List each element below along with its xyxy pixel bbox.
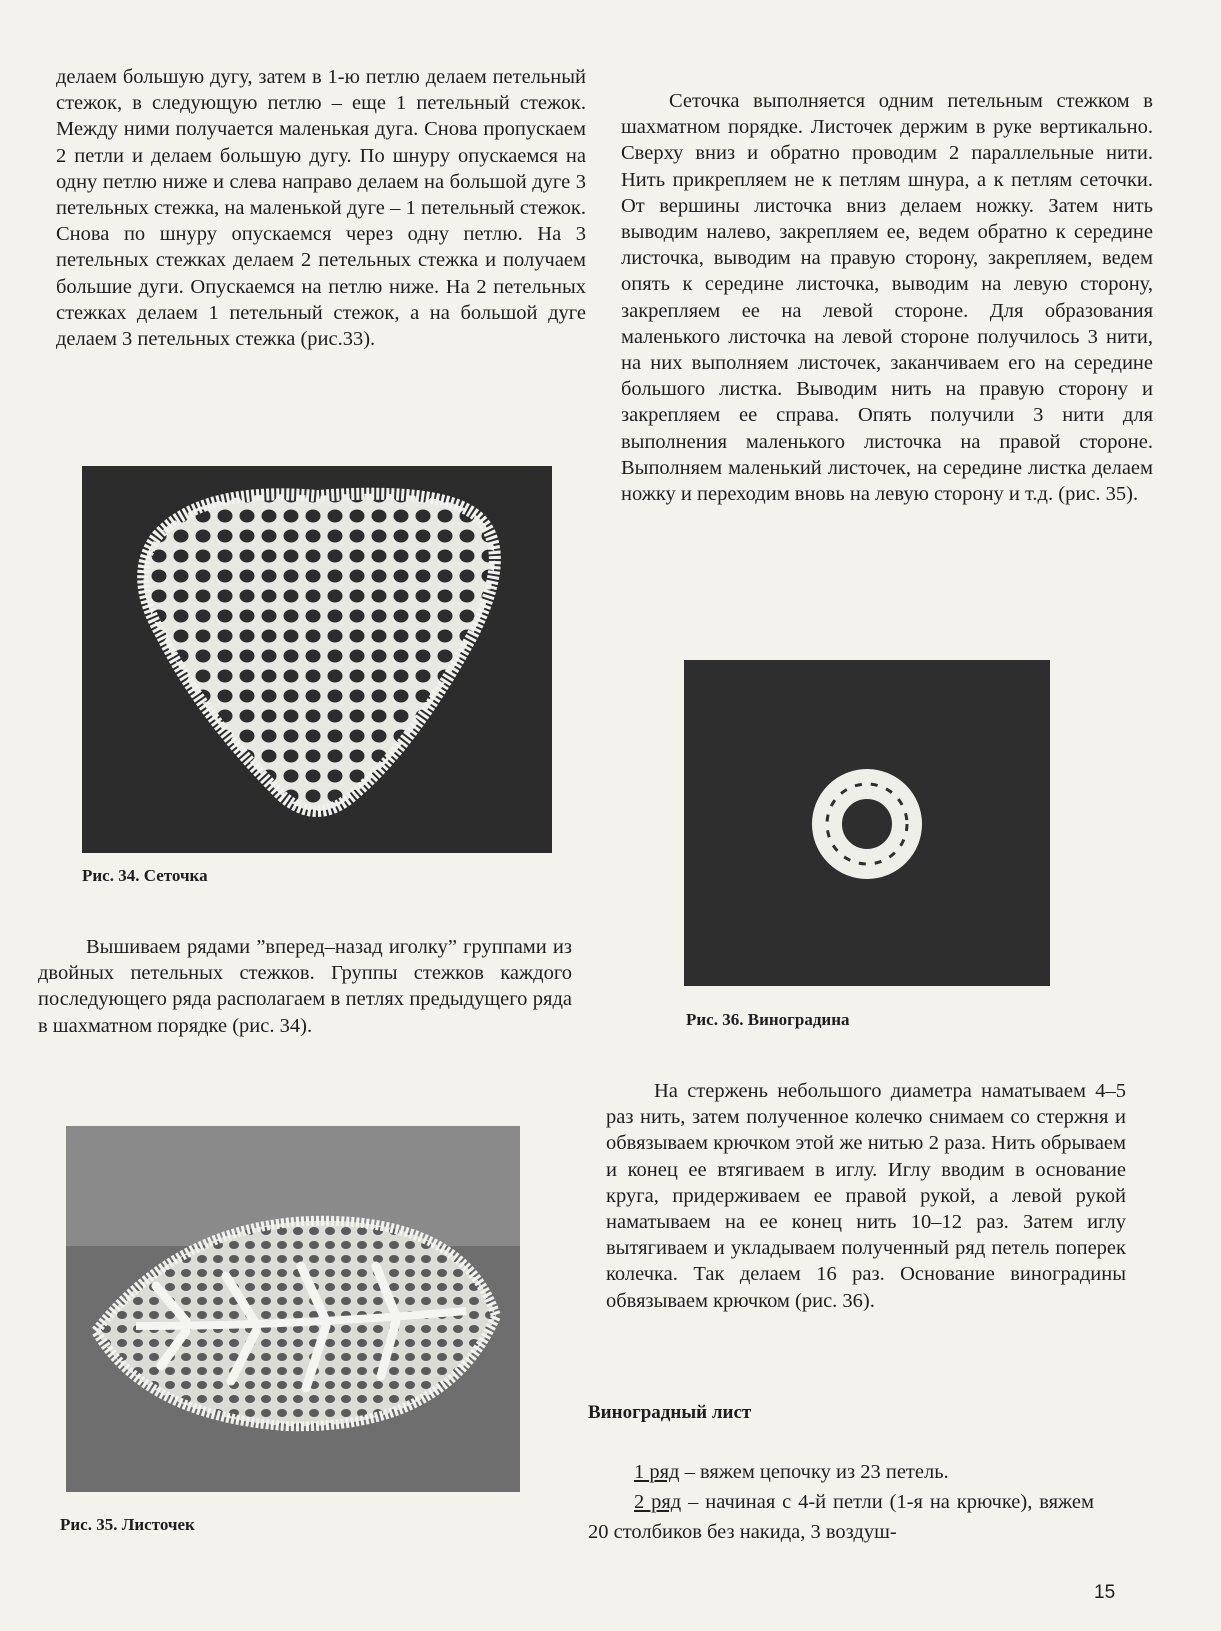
right-paragraph-1: Сеточка выполняется одним петельным стежком в шахматном порядке. Листочек держим в руке вертикально. Сверху вниз и обратно проводим 2 параллельные нити. Нить прикрепляем не к петлям шнура, а к петлям сеточки. От вершины листочка вниз делаем ножку. Затем нить выводим налево, закрепляем ее, ведем обратно к середине листочка, выводим на правую сторону, закрепляем, ведем опять к середине листочка, выводим на левую сторону, закрепляем ее на левой стороне. Для образования маленького листочка на левой стороне получилось 3 нити, на них выполняем листочек, заканчиваем его на середине большого листка. Выводим нить на правую сторону и закрепляем ее справа. Опять получили 3 нити для выполнения маленького листочка на правой стороне. Выполняем маленький листочек, на середине листка делаем ножку и переходим вновь на левую сторону и т.д. (рис. 35). <box>621 90 1153 506</box>
figure-34-photo <box>82 466 552 853</box>
section-heading: Виноградный лист <box>588 1402 752 1423</box>
row-2-label: 2 ряд <box>634 1491 682 1513</box>
net-lace-image <box>82 466 552 853</box>
figure-36-photo <box>684 660 1050 986</box>
row-1-label: 1 ряд <box>634 1461 680 1483</box>
page-number: 15 <box>1094 1582 1116 1603</box>
right-column-lower <box>606 1078 1126 1314</box>
row-2-line <box>588 1487 1094 1547</box>
figure-36-caption: Рис. 36. Виноградина <box>686 1010 850 1029</box>
left-paragraph-1: делаем большую дугу, затем в 1-ю петлю делаем петельный стежок, в следующую петлю – еще 1 петельный стежок. Между ними получается маленькая дуга. Снова пропускаем 2 петли и делаем большую дугу. По шнуру опускаемся на одну петлю ниже и слева направо делаем на большой дуге 3 петельных стежка, на маленькой дуге – 1 петельный стежок. Снова по шнуру опускаемся через одну петлю. На 3 петельных стежках делаем 2 петельных стежка и получаем большие дуги. Опускаемся на петлю ниже. На 2 петельных стежках делаем 1 петельный стежок, а на большой дуге делаем 3 петельных стежка (рис.33). <box>56 66 586 351</box>
figure-35-caption: Рис. 35. Листочек <box>60 1515 195 1534</box>
right-paragraph-2: На стержень небольшого диаметра наматываем 4–5 раз нить, затем полученное колечко снимаем со стержня и обвязываем крючком этой же нитью 2 раза. Нить обрываем и конец ее втягиваем в иглу. Иглу вводим в основание круга, придерживаем ее правой рукой, а левой рукой наматываем на ее конец нить 10–12 раз. Затем иглу вытягиваем и укладываем полученный ряд петель поперек колечка. Так делаем 16 раз. Основание виноградины обвязываем крючком (рис. 36). <box>606 1080 1126 1312</box>
left-paragraph-2: Вышиваем рядами ”вперед–назад иголку” группами из двойных петельных стежков. Группы стежков каждого последующего ряда располагаем в петлях предыдущего ряда в шахматном порядке (рис. 34). <box>38 936 572 1037</box>
row-1-line <box>588 1457 1094 1487</box>
figure-35-photo <box>66 1126 520 1492</box>
left-column <box>56 64 586 352</box>
leaf-lace-image <box>66 1126 520 1492</box>
row-1-text: – вяжем цепочку из 23 петель. <box>679 1461 949 1483</box>
left-column-lower <box>38 934 572 1039</box>
rows-block <box>588 1457 1094 1547</box>
figure-34-caption: Рис. 34. Сеточка <box>82 866 208 885</box>
grape-lace-image <box>684 660 1050 986</box>
right-column <box>621 88 1153 507</box>
row-2-text: – начиная с 4-й петли (1-я на крючке), вяжем 20 столбиков без накида, 3 воздуш- <box>588 1491 1094 1543</box>
